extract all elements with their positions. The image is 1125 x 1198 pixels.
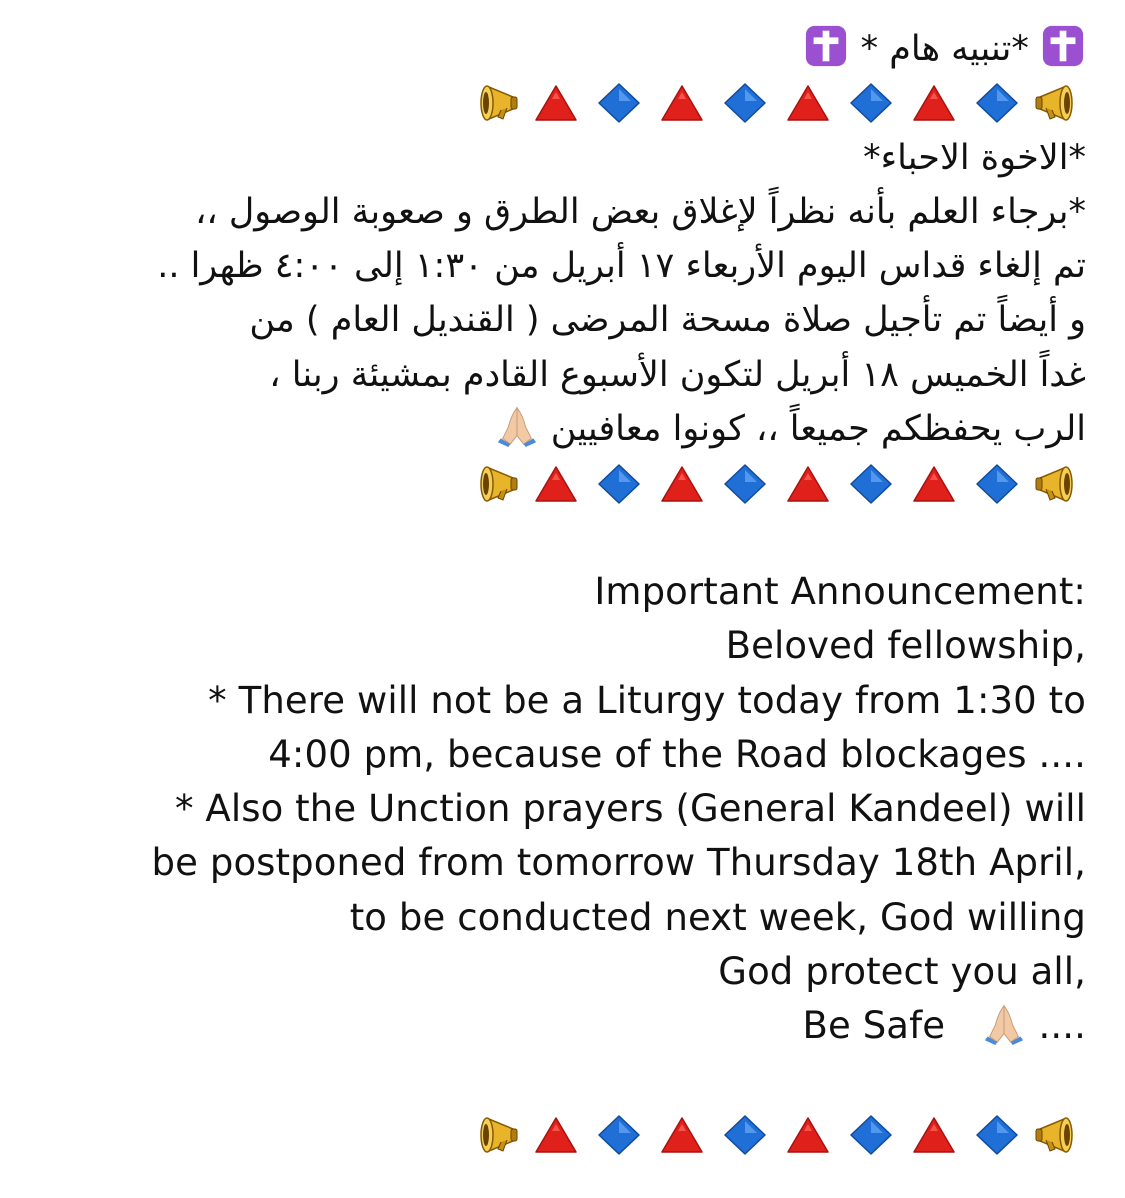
blue-diamond-icon — [719, 462, 771, 506]
blue-diamond-icon — [971, 462, 1023, 506]
english-line-6: be postponed from tomorrow Thursday 18th April, — [151, 841, 1086, 885]
blue-diamond-icon — [719, 81, 771, 125]
english-line-7: to be conducted next week, God willing — [349, 895, 1086, 939]
red-triangle-icon — [530, 1113, 582, 1157]
blue-diamond-icon — [719, 1113, 771, 1157]
blue-diamond-icon — [845, 1113, 897, 1157]
english-line-1: Important Announcement: — [594, 569, 1086, 613]
cross-icon — [1040, 24, 1086, 68]
blank-line — [40, 1054, 1086, 1108]
red-triangle-icon — [908, 462, 960, 506]
blue-diamond-icon — [593, 81, 645, 125]
megaphone-icon — [1034, 462, 1086, 506]
arabic-line-2: تم إلغاء قداس اليوم الأربعاء ١٧ أبريل من ١:٣٠ إلى ٤:٠٠ ظهرا .. — [157, 246, 1086, 287]
message-body — [40, 22, 1086, 1192]
arabic-title: *تنبيه هام * — [860, 29, 1029, 69]
blue-diamond-icon — [971, 1113, 1023, 1157]
emoji-divider — [40, 76, 1086, 130]
red-triangle-icon — [782, 1113, 834, 1157]
folded-hands-icon — [981, 1002, 1027, 1046]
megaphone-icon — [1034, 81, 1086, 125]
arabic-line-3: و أيضاً تم تأجيل صلاة مسحة المرضى ( القنديل العام ) من — [249, 300, 1086, 341]
english-closing-line — [40, 999, 1086, 1053]
blue-diamond-icon — [845, 462, 897, 506]
red-triangle-icon — [530, 462, 582, 506]
blue-diamond-icon — [593, 1113, 645, 1157]
red-triangle-icon — [782, 462, 834, 506]
cross-icon — [803, 24, 849, 68]
folded-hands-icon — [494, 404, 540, 448]
megaphone-icon — [467, 81, 519, 125]
red-triangle-icon — [908, 1113, 960, 1157]
english-line-5: * Also the Unction prayers (General Kandeel) will — [174, 787, 1086, 831]
blue-diamond-icon — [971, 81, 1023, 125]
emoji-divider — [40, 456, 1086, 510]
megaphone-icon — [467, 1113, 519, 1157]
red-triangle-icon — [782, 81, 834, 125]
english-closing: Be Safe — [802, 1004, 946, 1048]
megaphone-icon — [467, 462, 519, 506]
arabic-title-line — [40, 22, 1086, 76]
arabic-line-1: *برجاء العلم بأنه نظراً لإغلاق بعض الطرق و صعوبة الوصول ،، — [195, 191, 1086, 232]
blank-line — [40, 511, 1086, 565]
blue-diamond-icon — [845, 81, 897, 125]
arabic-greeting: *الاخوة الاحباء* — [863, 137, 1086, 178]
english-line-8: God protect you all, — [718, 950, 1086, 994]
english-line-2: Beloved fellowship, — [725, 624, 1086, 668]
blue-diamond-icon — [593, 462, 645, 506]
megaphone-icon — [1034, 1113, 1086, 1157]
english-line-4: 4:00 pm, because of the Road blockages .... — [268, 732, 1086, 776]
arabic-closing: الرب يحفظكم جميعاً ،، كونوا معافيين — [550, 409, 1086, 450]
red-triangle-icon — [908, 81, 960, 125]
red-triangle-icon — [656, 1113, 708, 1157]
english-closing-dots: .... — [1038, 1004, 1086, 1048]
red-triangle-icon — [656, 81, 708, 125]
red-triangle-icon — [656, 462, 708, 506]
arabic-line-4: غداً الخميس ١٨ أبريل لتكون الأسبوع القادم بمشيئة ربنا ، — [269, 354, 1086, 395]
red-triangle-icon — [530, 81, 582, 125]
arabic-closing-line — [40, 402, 1086, 456]
english-line-3: * There will not be a Liturgy today from 1:30 to — [208, 678, 1086, 722]
emoji-divider — [40, 1108, 1086, 1162]
